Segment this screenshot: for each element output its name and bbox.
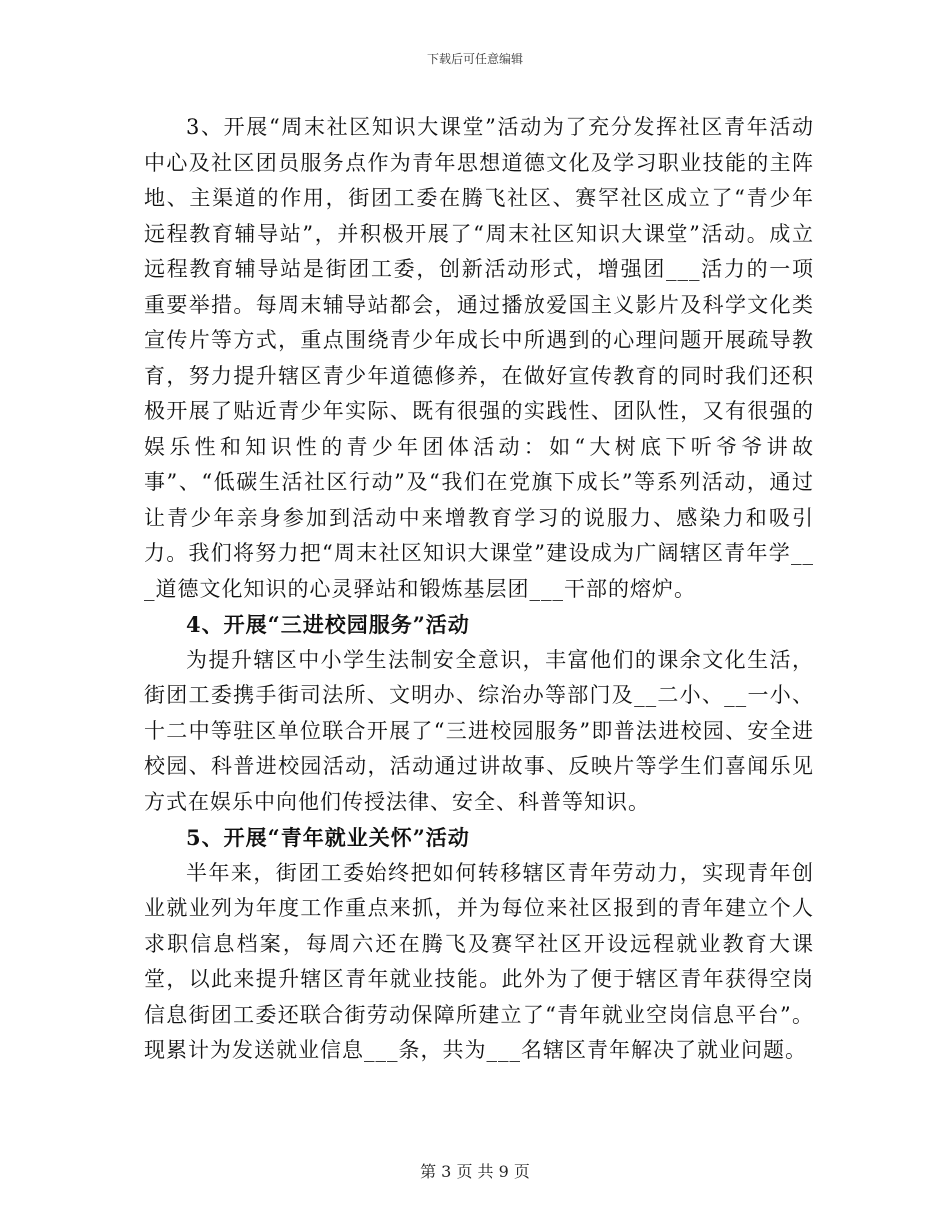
paragraph-weekend-classroom: 3、开展“周末社区知识大课堂”活动为了充分发挥社区青年活动中心及社区团员服务点作为青年思想道德文化及学习职业技能的主阵地、主渠道的作用，街团工委在腾飞社区、赛罕社区成立了“青少年远程教育辅导站”，并积极开展了“周末社区知识大课堂”活动。成立远程教育辅导站是街团工委，创新活动形式，增强团___活力的一项重要举措。每周末辅导站都会，通过播放爱国主义影片及科学文化类宣传片等方式，重点围绕青少年成长中所遇到的心理问题开展疏导教育，努力提升辖区青少年道德修养，在做好宣传教育的同时我们还积极开展了贴近青少年实际、既有很强的实践性、团队性，又有很强的娱乐性和知识性的青少年团体活动：如“大树底下听爷爷讲故事”、“低碳生活社区行动”及“我们在党旗下成长”等系列活动，通过让青少年亲身参加到活动中来增教育学习的说服力、感染力和吸引力。我们将努力把“周末社区知识大课堂”建设成为广阔辖区青年学___道德文化知识的心灵驿站和锻炼基层团___干部的熔炉。 bbox=[144, 115, 814, 601]
paragraph-youth-employment: 半年来，街团工委始终把如何转移辖区青年劳动力，实现青年创业就业列为年度工作重点来抓，并为每位来社区报到的青年建立个人求职信息档案，每周六还在腾飞及赛罕社区开设远程就业教育大课堂，以此来提升辖区青年就业技能。此外为了便于辖区青年获得空岗信息街团工委还联合街劳动保障所建立了“青年就业空岗信息平台”。现累计为发送就业信息___条，共为___名辖区青年解决了就业问题。 bbox=[144, 860, 814, 1062]
paragraph-campus-service: 为提升辖区中小学生法制安全意识，丰富他们的课余文化生活，街团工委携手街司法所、文明办、综治办等部门及__二小、__一小、十二中等驻区单位联合开展了“三进校园服务”即普法进校园、安全进校园、科普进校园活动，活动通过讲故事、反映片等学生们喜闻乐见方式在娱乐中向他们传授法律、安全、科普等知识。 bbox=[144, 647, 814, 814]
heading-youth-employment: 5、开展“青年就业关怀”活动 bbox=[186, 825, 470, 850]
heading-campus-service: 4、开展“三进校园服务”活动 bbox=[186, 612, 470, 637]
page-header: 下载后可任意编辑 bbox=[426, 52, 523, 66]
page-number: 第 3 页 共 9 页 bbox=[420, 1162, 530, 1181]
document-body bbox=[144, 110, 814, 1069]
